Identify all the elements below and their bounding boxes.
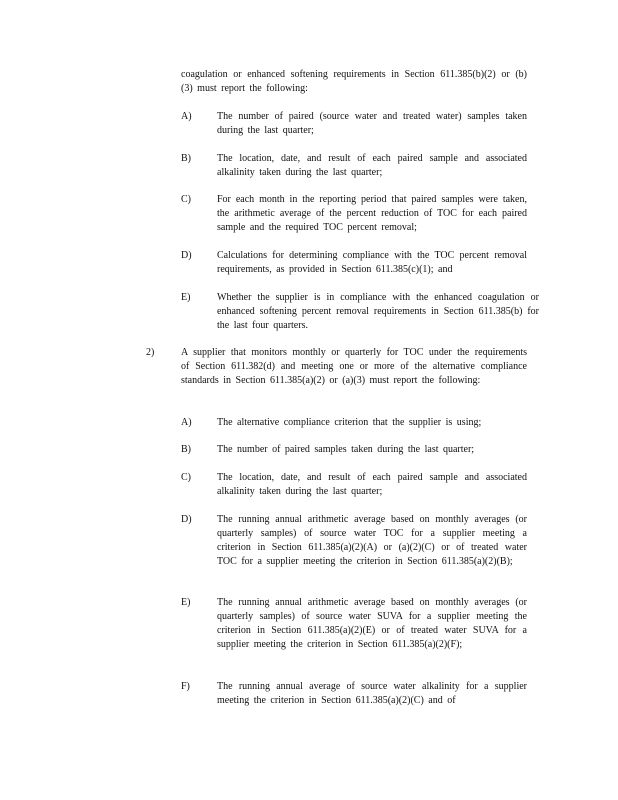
section-label: 2) [146, 347, 155, 358]
item-text: The number of paired samples taken during the last quarter; [217, 444, 475, 455]
item-label: E) [181, 597, 191, 608]
item-label: E) [181, 292, 191, 303]
item-label: B) [181, 153, 191, 164]
item-text: The alternative compliance criterion that the supplier is using; [217, 417, 482, 428]
section-text: A supplier that monitors monthly or quarterly for TOC under the requirements of Section 611.382(d) and meeting one or more of the alternative compliance standards in Section 611.385(a)(2) or (a)(3) must report the following: [181, 347, 527, 386]
intro-paragraph: coagulation or enhanced softening requirements in Section 611.385(b)(2) or (b)(3) must report the following: [181, 69, 527, 94]
item-label: A) [181, 111, 192, 122]
item-text: The number of paired (source water and treated water) samples taken during the last quarter; [217, 111, 527, 136]
item-text: For each month in the reporting period that paired samples were taken, the arithmetic average of the percent reduction of TOC for each paired sample and the required TOC percent removal; [217, 194, 527, 233]
item-label: B) [181, 444, 191, 455]
item-label: C) [181, 472, 191, 483]
item-label: D) [181, 514, 192, 525]
item-label: D) [181, 250, 192, 261]
item-text: Whether the supplier is in compliance with the enhanced coagulation or enhanced softening percent removal requirements in Section 611.385(b) for the last four quarters. [217, 292, 539, 331]
item-text: Calculations for determining compliance with the TOC percent removal requirements, as provided in Section 611.385(c)(1); and [217, 250, 527, 275]
item-text: The running annual average of source water alkalinity for a supplier meeting the criterion in Section 611.385(a)(2)(C) and of [217, 681, 527, 706]
item-text: The running annual arithmetic average based on monthly averages (or quarterly samples) of source water SUVA for a supplier meeting the criterion in Section 611.385(a)(2)(E) or of treated water SUVA for a supplier meeting the criterion in Section 611.385(a)(2)(F); [217, 597, 527, 650]
item-label: A) [181, 417, 192, 428]
item-text: The location, date, and result of each paired sample and associated alkalinity taken during the last quarter; [217, 472, 527, 497]
item-label: F) [181, 681, 190, 692]
item-text: The location, date, and result of each paired sample and associated alkalinity taken during the last quarter; [217, 153, 527, 178]
item-text: The running annual arithmetic average based on monthly averages (or quarterly samples) of source water TOC for a supplier meeting a criterion in Section 611.385(a)(2)(A) or (a)(2)(C) or of treated water TOC for a supplier meeting the criterion in Section 611.385(a)(2)(B); [217, 514, 527, 567]
item-label: C) [181, 194, 191, 205]
